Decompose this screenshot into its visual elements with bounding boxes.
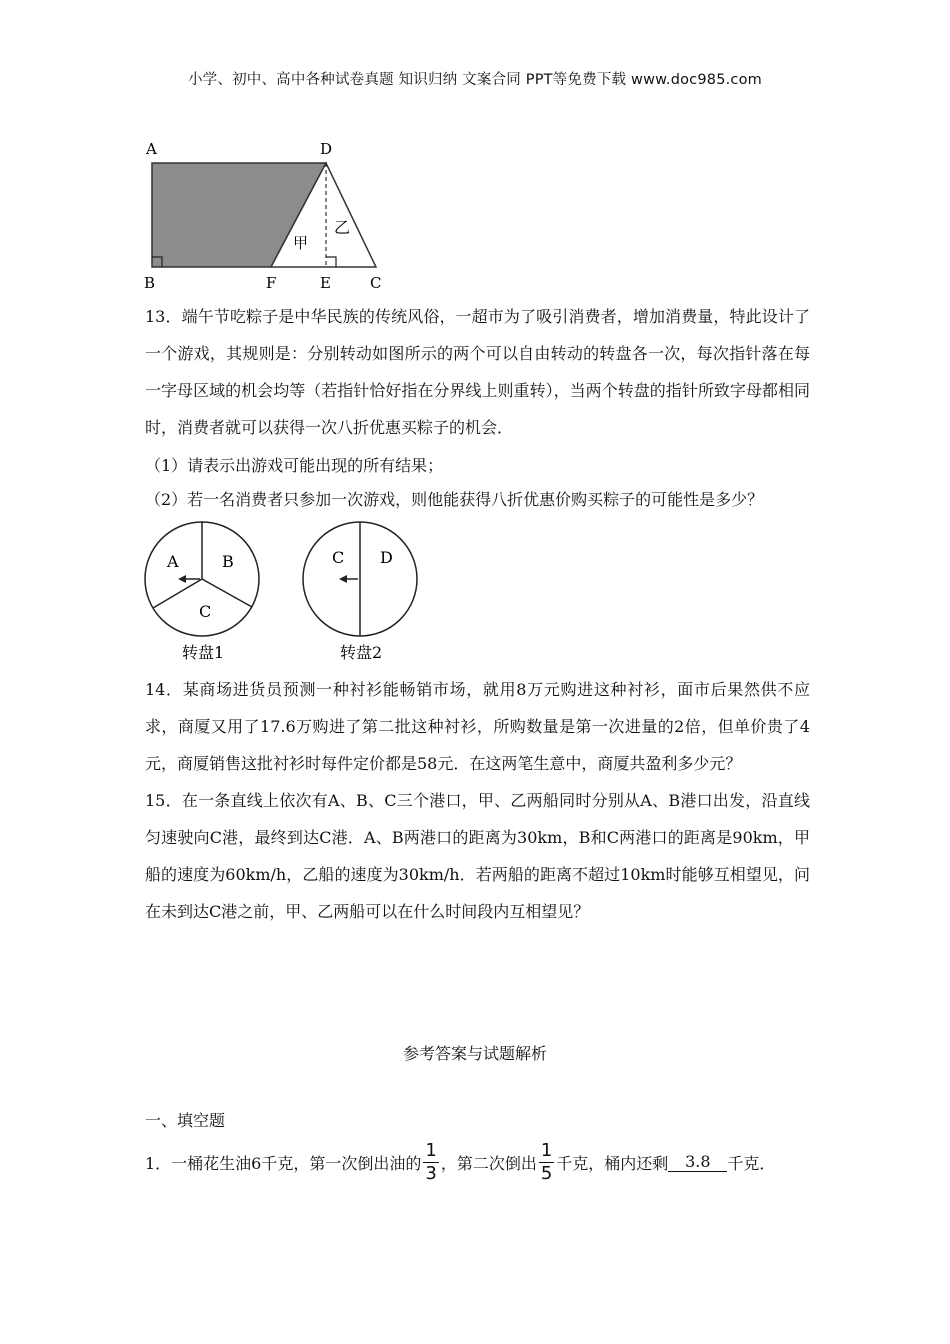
answers-title: 参考答案与试题解析 — [402, 1044, 547, 1063]
label-b: B — [144, 274, 156, 292]
spinner-2 — [303, 522, 417, 636]
fraction-2-denominator: 5 — [540, 1162, 553, 1184]
question-15: 15．在一条直线上依次有A、B、C三个港口，甲、乙两船同时分别从A、B港口出发，沿直线匀速驶向C港，最终到达C港．A、B两港口的距离为30km，B和C两港口的距离是90km，甲船的速度为60km/h，乙船的速度为30km/h．若两船的距离不超过10km时能够互相望见，问在未到达C港之前，甲、乙两船可以在什么时间段内互相望见？ — [145, 791, 810, 921]
spinner-2-arrow — [339, 575, 347, 583]
question-13-part-2: （2）若一名消费者只参加一次游戏，则他能获得八折优惠价购买粽子的可能性是多少？ — [145, 490, 764, 509]
question-14: 14．某商场进货员预测一种衬衫能畅销市场，就用8万元购进这种衬衫，面市后果然供不应求，商厦又用了17.6万购进了第二批这种衬衫，所购数量是第一次进量的2倍，但单价贵了4元，商厦销售这批衬衫时每件定价都是58元．在这两笔生意中，商厦共盈利多少元？ — [145, 680, 810, 773]
section-heading: 一、填空题 — [145, 1111, 226, 1130]
label-c: C — [370, 274, 382, 292]
spinner-1-arrow — [178, 575, 186, 583]
answer-1-text-4: 千克． — [727, 1153, 776, 1173]
answer-1-text-2: ，第二次倒出 — [440, 1153, 537, 1173]
trapezoid-figure — [140, 136, 400, 296]
fraction-2-numerator: 1 — [540, 1139, 553, 1161]
label-a: A — [146, 140, 157, 158]
spinner-1-sector-c: C — [199, 602, 212, 621]
question-13: 13．端午节吃粽子是中华民族的传统风俗，一超市为了吸引消费者，增加消费量，特此设计了一个游戏，其规则是：分别转动如图所示的两个可以自由转动的转盘各一次，每次指针落在每一字母区域的机会均等（若指针恰好指在分界线上则重转），当两个转盘的指针所致字母都相同时，消费者就可以获得一次八折优惠买粽子的机会． — [145, 307, 810, 437]
answer-1-blank: 3.8 — [668, 1153, 727, 1172]
spinners-figure — [140, 518, 440, 668]
fraction-one-third — [423, 1139, 438, 1184]
answer-1 — [145, 1140, 775, 1184]
question-13-part-1: （1）请表示出游戏可能出现的所有结果； — [145, 456, 444, 475]
fraction-1-denominator: 3 — [425, 1162, 437, 1184]
spinner-1-sector-b: B — [222, 552, 234, 571]
label-d: D — [320, 140, 333, 158]
answer-1-text-1: 1．一桶花生油6千克，第一次倒出油的 — [145, 1153, 422, 1173]
spinner-2-sector-d: D — [380, 548, 393, 567]
fraction-one-fifth — [539, 1139, 554, 1184]
spinner-1 — [145, 522, 259, 636]
label-yi: 乙 — [334, 218, 351, 237]
label-f: F — [266, 274, 277, 292]
page-header: 小学、初中、高中各种试卷真题 知识归纳 文案合同 PPT等免费下载 www.doc985.com — [187, 72, 763, 88]
answer-1-text-3: 千克，桶内还剩 — [556, 1153, 669, 1173]
spinner-1-caption: 转盘1 — [182, 643, 225, 662]
spinner-2-caption: 转盘2 — [340, 643, 383, 662]
spinner-1-sector-a: A — [167, 552, 179, 571]
fraction-1-numerator: 1 — [425, 1139, 437, 1161]
label-jia: 甲 — [293, 234, 309, 252]
spinner-2-sector-c: C — [332, 548, 345, 567]
label-e: E — [320, 274, 331, 292]
